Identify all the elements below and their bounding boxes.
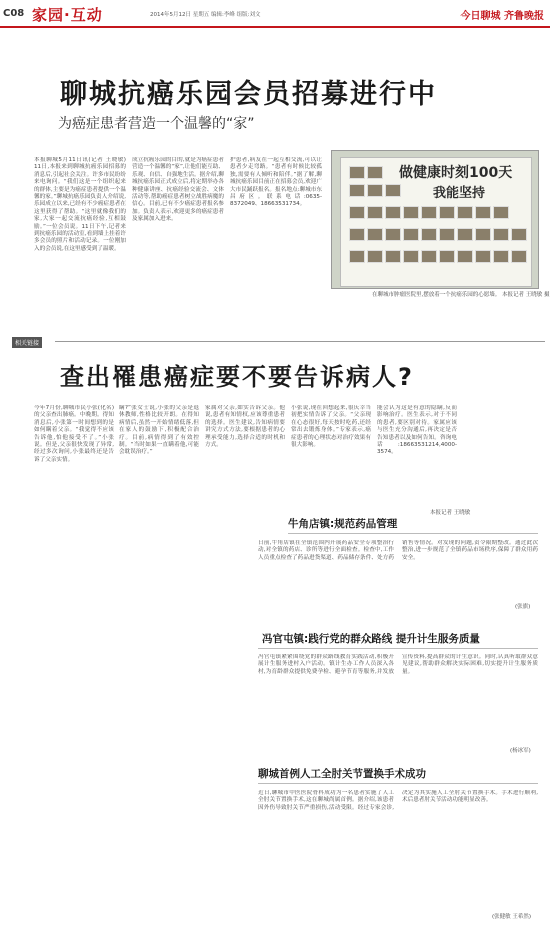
story3-body: 冯官屯镇紧紧围绕党的群众路线教育实践活动,积极开展计生服务进村入户活动。镇计生办工作人员深入各村,为育龄群众提供免费孕检、避孕节育等服务,并发放宣传资料,提高群众的计生意识。同时,认真听取群众意见建议,帮助群众解决实际困难,切实提升计生服务质量。 xyxy=(258,654,538,675)
story3-byline: (杨冰军) xyxy=(510,748,531,754)
photo-thumb xyxy=(385,206,401,219)
story4-headline: 聊城首例人工全肘关节置换手术成功 xyxy=(258,768,426,780)
photo-thumb xyxy=(403,228,419,241)
photo-thumb xyxy=(385,228,401,241)
photo-thumb xyxy=(349,184,365,197)
photo-thumb xyxy=(367,184,383,197)
story3-rule xyxy=(258,648,538,649)
photo-thumb xyxy=(403,250,419,263)
photo-thumb xyxy=(421,206,437,219)
photo-thumb xyxy=(439,228,455,241)
photo-thumb xyxy=(493,250,509,263)
related-byline: 本报记者 王晓敏 xyxy=(430,510,471,516)
article1-column-1: 本报聊城5月11日讯(记者 王晓敏) 11日,本报来到聊城抗癌乐园招募的消息后,引起社会关注。许多市民纷纷来电询问。“我们这是一个组织起来的群体,主要是为癌症患者提供一个温馨的家。”聊城抗癌乐园负责人介绍说,乐园成立以来,已经有不少癌症患者在这里获得了帮助。“这里就像我们的家,大家一起交流抗癌经验,互相鼓励。”一位会员说。11日下午,记者来到抗癌乐园的活动室,看到墙上挂着许多会员的照片和活动记录。一位刚加入的会员说,在这里感受到了温暖。 xyxy=(34,157,126,252)
newspaper-brand: 今日聊城 齐鲁晚报 xyxy=(460,11,544,22)
photo-thumb xyxy=(403,206,419,219)
photo-thumb xyxy=(511,250,527,263)
photo-thumb xyxy=(349,250,365,263)
photo-thumb xyxy=(421,228,437,241)
story3-headline: 冯官屯镇:践行党的群众路线 提升计生服务质量 xyxy=(262,633,480,645)
related-column-5: 能会认为这是有意的隐瞒,反而影响治疗。医生表示,对于不同的患者,要区别对待。家属应该与医生充分沟通后,再决定是否告知患者以及如何告知。咨询电话:18663531214,4000-3574。 xyxy=(377,405,457,456)
section-title: 家园·互动 xyxy=(32,6,103,24)
photo-thumb xyxy=(439,250,455,263)
photo-thumb xyxy=(367,228,383,241)
story2-headline: 牛角店镇:规范药品管理 xyxy=(288,518,398,530)
page-header xyxy=(0,0,550,28)
related-headline: 查出罹患癌症要不要告诉病人? xyxy=(60,363,414,391)
photo-thumb xyxy=(475,250,491,263)
photo-thumb xyxy=(349,228,365,241)
photo-thumb xyxy=(457,206,473,219)
photo-thumb xyxy=(385,184,401,197)
photo-thumb xyxy=(457,250,473,263)
photo-thumb xyxy=(439,206,455,219)
related-column-3: 家属对父亲,如实告诉父亲。他说,患者有知情权,应该尊重患者的选择。医生建议,告知病情要讲究方式方法,要根据患者的心理承受能力,选择合适的时机和方式。 xyxy=(205,405,285,449)
photo-thumb xyxy=(349,166,365,179)
photo-thumb xyxy=(511,228,527,241)
header-rule xyxy=(0,26,550,28)
photo-thumb xyxy=(367,250,383,263)
related-column-2: 瞒?”张女士说,小张的父亲是退休教师,性格比较开朗。在得知病情后,虽然一开始情绪低落,但在家人的鼓励下,积极配合治疗。目前,病情得到了有效控制。“当时如果一直瞒着他,可能会耽误治疗。” xyxy=(119,405,199,456)
story2-body: 日前,牛角店镇在全镇范围内开展药品安全专项整治行动,对全镇的药店、诊所等进行全面检查。检查中,工作人员重点检查了药品进货渠道、药品储存条件、处方药销售等情况。对发现的问题,责令限期整改。通过此次整治,进一步规范了全镇药品市场秩序,保障了群众用药安全。 xyxy=(258,540,538,561)
photo-thumb xyxy=(457,228,473,241)
wish-board xyxy=(340,157,532,287)
photo-thumb xyxy=(367,166,383,179)
photo-thumb xyxy=(367,206,383,219)
photo-thumb xyxy=(475,228,491,241)
photo-thumb xyxy=(385,250,401,263)
issue-meta: 2014年5月12日 星期五 编辑:李峰 组版:刘文 xyxy=(150,12,261,18)
article1-column-2: 成立抗癌乐园的目的,就是为癌症患者营造一个温馨的“家”,让他们能互助、乐观、自信、自强地生活。据介绍,聊城抗癌乐园正式成立后,将定期举办各种健康讲座、抗癌经验交流会、文体活动等,帮助癌症患者树立战胜病魔的信心。目前,已有不少癌症患者报名参加。负责人表示,欢迎更多的癌症患者及家属加入进来。 xyxy=(132,157,224,223)
article1-column-3: 护患者,病友在一起互相交流,可以让患者少走弯路。“患者有时候比较孤独,需要有人倾听和陪伴。”据了解,聊城抗癌乐园目前正在招募会员,欢迎广大市民踊跃报名。报名地点:聊城市东昌府区。联系电话:0635-8372049、18663531734。 xyxy=(230,157,322,208)
board-title-2: 我能坚持 xyxy=(433,186,486,201)
main-headline: 聊城抗癌乐园会员招募进行中 xyxy=(60,79,437,110)
page-number: C08 xyxy=(3,8,25,19)
story2-byline: (张旗) xyxy=(515,604,531,610)
photo-thumb xyxy=(475,206,491,219)
story4-byline: (张健敏 王希然) xyxy=(492,914,532,920)
main-subheadline: 为癌症患者营造一个温馨的“家” xyxy=(58,116,255,132)
photo-thumb xyxy=(493,228,509,241)
related-column-4: 小张说,现在回想起来,很庆幸当初把实情告诉了父亲。“父亲现在心态很好,每天按时吃药,还经常出去锻炼身体。”专家表示,癌症患者的心理状态对治疗效果有很大影响。 xyxy=(291,405,371,449)
photo-thumb xyxy=(421,250,437,263)
board-title: 做健康时刻100天 xyxy=(399,165,513,181)
story4-body: 近日,聊城市中医医院骨科成功为一名患者实施了人工全肘关节置换手术,这在聊城尚属首例。据介绍,该患者因外伤导致肘关节严重损伤,活动受限。经过专家会诊,决定为其实施人工全肘关节置换手术。手术进行顺利,术后患者肘关节活动功能明显改善。 xyxy=(258,790,538,811)
story4-rule xyxy=(258,783,538,784)
related-tag: 相关链接 xyxy=(12,337,42,348)
story2-rule xyxy=(288,533,538,534)
photo-thumb xyxy=(493,206,509,219)
section-divider xyxy=(55,341,545,342)
related-column-1: 今年7月份,聊城市民小张(化名)的父亲查出肺癌。中晚期。得知消息后,小张第一时间想到的是如何瞒着父亲。“我觉得不应该告诉他,怕他接受不了。”小张说。但是,父亲很快发现了异常,经过多次询问,小张最终还是告诉了父亲实情。 xyxy=(34,405,114,463)
news-photo xyxy=(331,150,539,289)
photo-caption: 在聊城市肿瘤医院里,摆放着一个抗癌乐园的心愿墙。 本报记者 王晓敏 摄 xyxy=(372,292,550,298)
photo-thumb xyxy=(349,206,365,219)
